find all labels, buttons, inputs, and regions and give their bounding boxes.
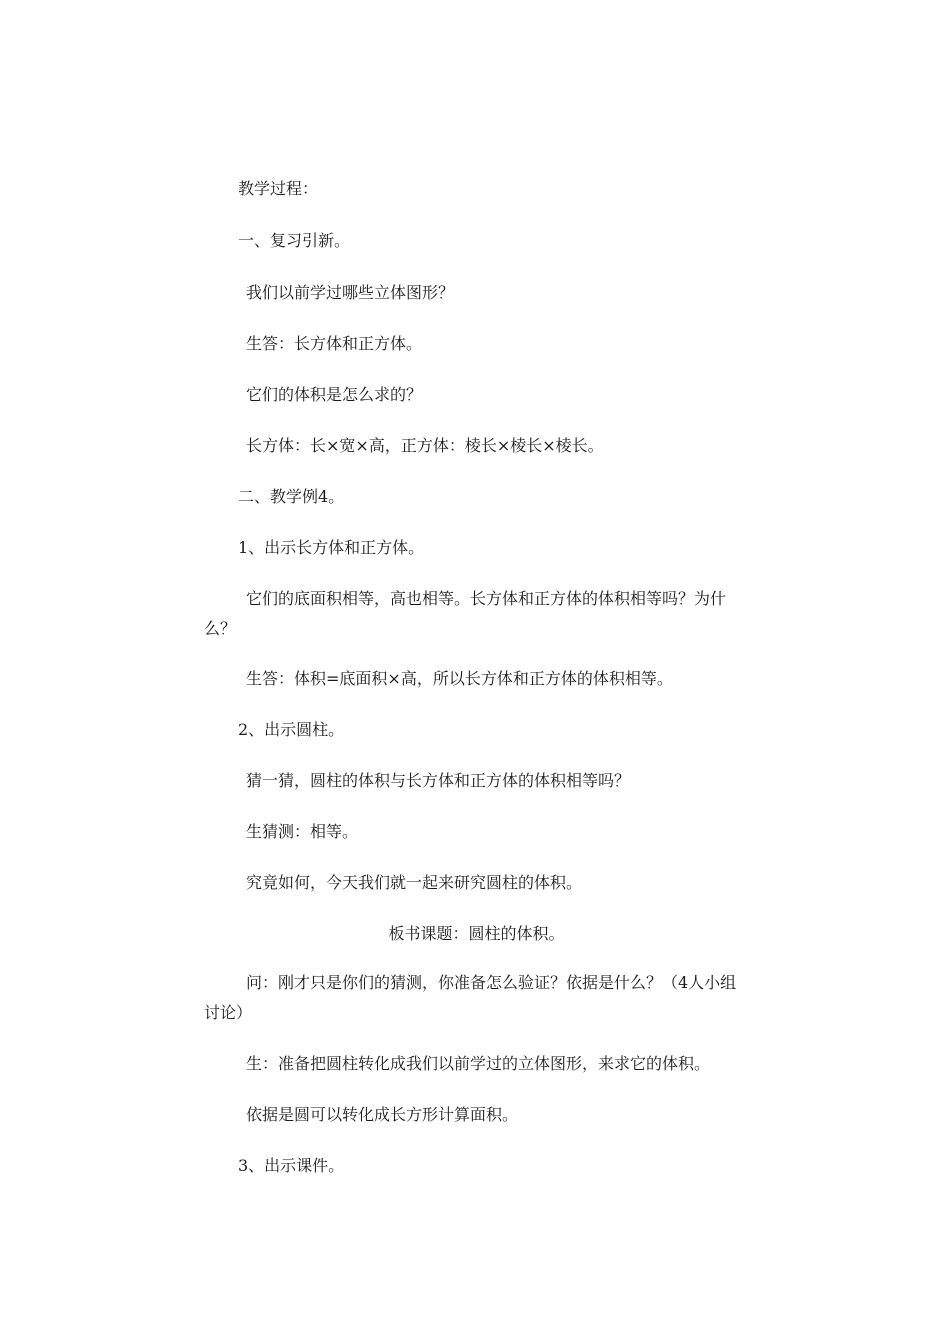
paragraph: 猜一猜，圆柱的体积与长方体和正方体的体积相等吗？	[246, 771, 631, 790]
section-heading-example: 二、教学例4。	[238, 487, 345, 506]
paragraph: 究竟如何，今天我们就一起来研究圆柱的体积。	[246, 873, 583, 892]
paragraph: 它们的底面积相等，高也相等。长方体和正方体的体积相等吗？为什么？	[204, 589, 727, 638]
numbered-item: 1、出示长方体和正方体。	[238, 538, 425, 557]
paragraph: 生答：体积=底面积×高，所以长方体和正方体的体积相等。	[246, 669, 673, 688]
section-heading-review: 一、复习引新。	[238, 231, 351, 250]
paragraph: 生答：长方体和正方体。	[246, 334, 423, 353]
paragraph: 问：刚才只是你们的猜测，你准备怎么验证？依据是什么？（4人小组讨论）	[204, 973, 737, 1022]
numbered-item: 3、出示课件。	[238, 1156, 345, 1175]
paragraph: 依据是圆可以转化成长方形计算面积。	[246, 1105, 519, 1124]
paragraph: 它们的体积是怎么求的？	[246, 385, 423, 404]
section-heading-teaching-process: 教学过程：	[238, 179, 319, 198]
paragraph: 生猜测：相等。	[246, 822, 359, 841]
board-title: 板书课题：圆柱的体积。	[388, 924, 565, 943]
paragraph: 长方体：长×宽×高，正方体：棱长×棱长×棱长。	[246, 436, 604, 455]
paragraph: 我们以前学过哪些立体图形？	[246, 283, 455, 302]
numbered-item: 2、出示圆柱。	[238, 720, 345, 739]
paragraph: 生：准备把圆柱转化成我们以前学过的立体图形，来求它的体积。	[246, 1054, 711, 1073]
